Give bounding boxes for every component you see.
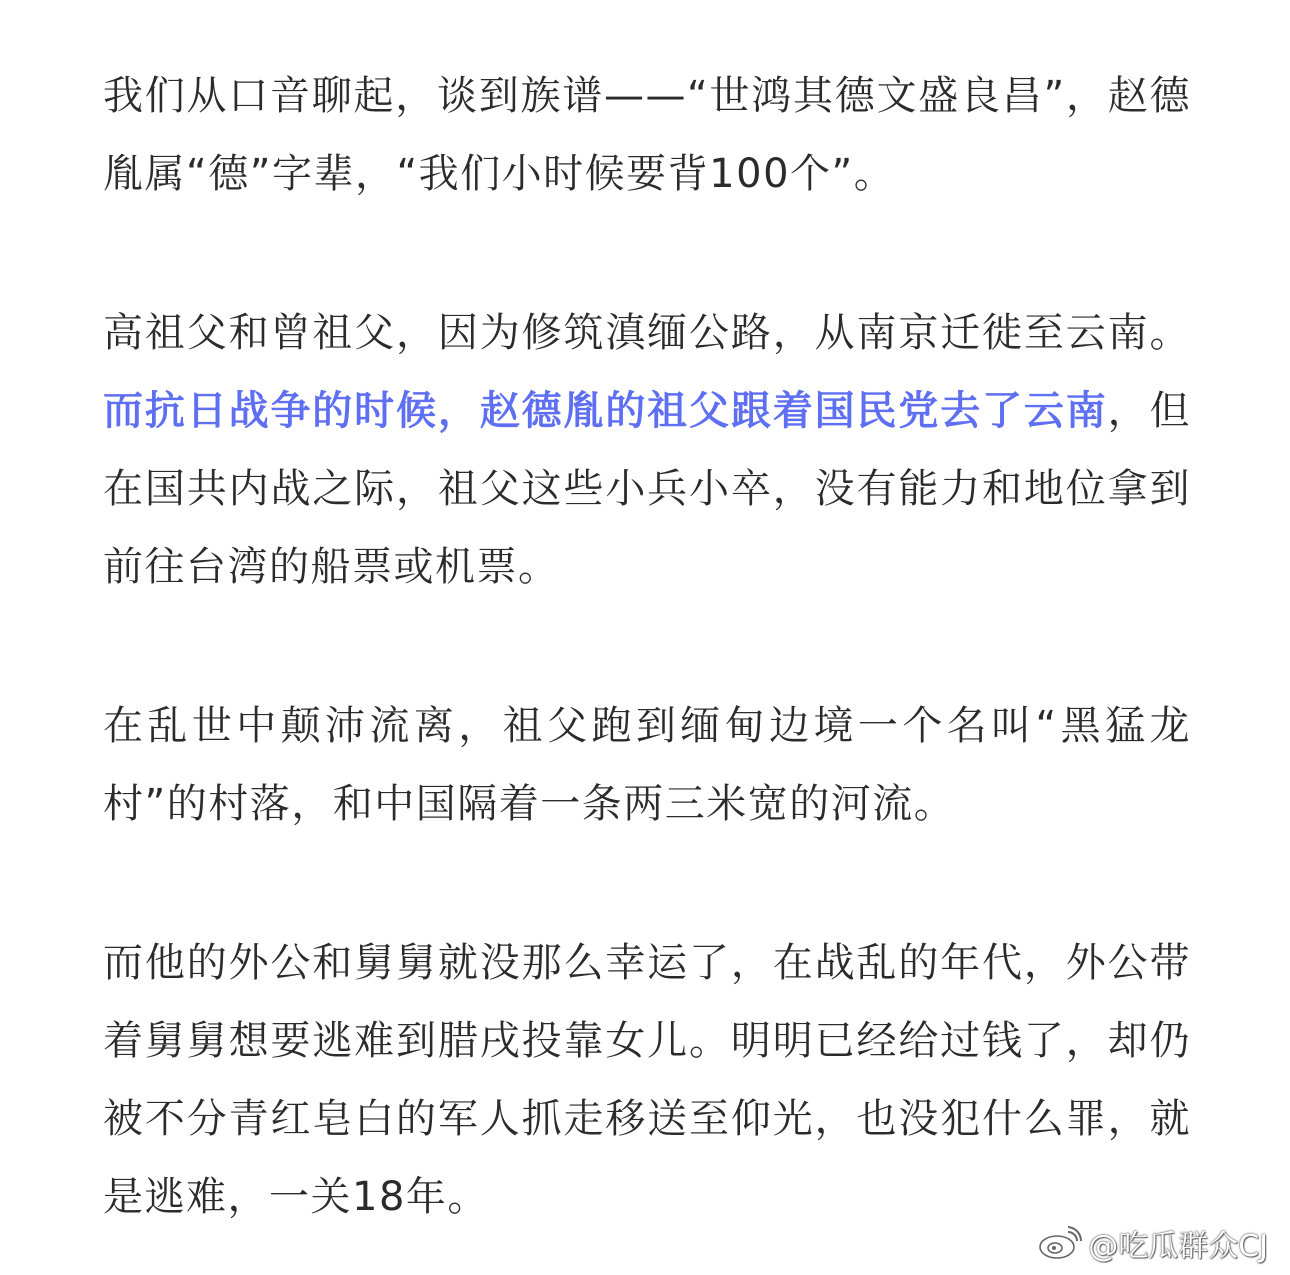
paragraph-imprisonment: 而他的外公和舅舅就没那么幸运了，在战乱的年代，外公带着舅舅想要逃难到腊戌投靠女儿。明明已经给过钱了，却仍被不分青红皂白的军人抓走移送至仰光，也没犯什么罪，就是逃难，一关18年。 — [103, 940, 1191, 1220]
paragraph-border-village: 在乱世中颠沛流离，祖父跑到缅甸边境一个名叫“黑猛龙村”的村落，和中国隔着一条两三米宽的河流。 — [103, 703, 1191, 827]
paragraph-migration-lead: 高祖父和曾祖父，因为修筑滇缅公路，从南京迁徙至云南。 — [103, 310, 1191, 356]
watermark — [1038, 1221, 1268, 1265]
watermark-handle: @吃瓜群众CJ — [1088, 1229, 1268, 1264]
highlighted-text: 而抗日战争的时候，赵德胤的祖父跟着国民党去了云南 — [103, 388, 1108, 434]
weibo-icon — [1038, 1226, 1082, 1260]
paragraph-migration-tail: ，但在国共内战之际，祖父这些小兵小卒，没有能力和地位拿到前往台湾的船票或机票。 — [103, 388, 1192, 590]
article-body — [103, 57, 1191, 1236]
paragraph-genealogy: 我们从口音聊起，谈到族谱——“世鸿其德文盛良昌”，赵德胤属“德”字辈，“我们小时候要背100个”。 — [103, 73, 1191, 197]
paragraph-migration — [103, 294, 1191, 606]
